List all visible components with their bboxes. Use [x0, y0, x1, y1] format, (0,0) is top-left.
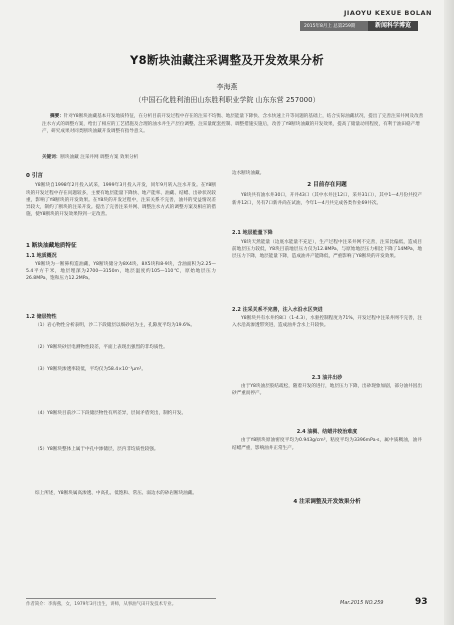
article-title: Y8断块油藏注采调整及开发效果分析 [130, 53, 324, 67]
page-number: 93 [415, 597, 428, 607]
left-column [26, 170, 216, 512]
abstract-label: 摘要： [50, 114, 64, 119]
section23-heading: 2.3 油井出砂 [311, 374, 343, 381]
abstract [42, 113, 424, 151]
section23-paragraph: 由于Y8块油层胶结疏松，随着开发的进行，地层压力下降，出砂现象加剧，部分油井因出砂严重而停产。 [232, 384, 422, 397]
section22-heading: 2.2 注采关系不完善，注入水沿水区突进 [232, 306, 323, 313]
continued-text: 边水断块油藏。 [232, 171, 265, 176]
section12-heading: 1.2 储层物性 [26, 313, 57, 320]
section22-paragraph: Y8断块共有水井约8口（1-4.3），水驱控制程度为71%，开发过程中注采井网不完善，注入水沿高渗透带突进，造成油井含水上升较快。 [232, 315, 422, 329]
list-item: （1）岩心物性分析表明，沙二下段储层以细砂岩为主，孔隙度平均为19.6%。 [35, 323, 195, 329]
section2-paragraph: Y8块共有油水井30口，开井43口（其中水井注12口，采井31口），其中1—4月份共投产新井12口，另有7口新井尚在试油，今年1—4月共完成各类作业69井次。 [232, 193, 422, 206]
footnote-divider [26, 598, 216, 599]
keywords-text: 断块油藏 注采井网 调整方案 效果分析 [60, 155, 139, 160]
intro-paragraph: Y8断块自1998年2月投入试采，1999年3月投入开发，同年9月转入注水开发。在Y8断块的开发过程中存在问题较多，主要有地层能量下降快、地产能率、油藏、结蜡、出砂状况较重，影响了Y8断块的开发效果。在Y8块的开发过程中，注采关系不完善，油井的受益情况差异较大，制约了断块的注采开发。提出了完善注采井网、调整注水方式的调整方案及相应的措施，使Y8断块的开发效果得到一定改善。 [26, 183, 216, 218]
journal-header-bar [300, 21, 418, 31]
list-item: （5）Y8断块整体上属于中孔中渗储层，层内非均质性较强。 [35, 447, 159, 453]
section4-heading: 4 注采调整及开发效果分析 [293, 499, 361, 506]
section21-paragraph: Y8块天然能量（边底水能量不充足），生产过程中注采井网不完善，注采比偏低，造成目前地层压力较低，Y8块目前地层压力仅为12.8MPa，与原始地层压力相比下降了14MPa，地层压力下降，地层能量下降，造成油井产能降低，严重影响了Y8断块的开发效果。 [232, 239, 422, 260]
list-item: （4）Y8断块目前沙二下段储层物性有所差异，层间矛盾突出，制约开发。 [35, 411, 187, 417]
article-author: 李海燕 [216, 83, 238, 91]
section21-heading: 2.1 地层能量下降 [232, 230, 273, 237]
intro-heading: 0 引言 [26, 173, 44, 179]
section11-heading: 1.1 地质概况 [26, 252, 57, 259]
issue-footer: Mar.2015 NO.259 [340, 600, 384, 606]
author-footnote: 作者简介：李海燕，女，1979年3月出生，讲师，从事油气田开发技术专业。 [26, 602, 177, 607]
summary-paragraph: 综上所述，Y8断块属高渗透、中高孔、低饱和、常压、弱边水的砂岩断块油藏。 [35, 491, 197, 497]
abstract-text: 针对Y8断块油藏基本开发地质特征，在分析目前开发过程中存在的注采不均衡、地层能量下降快、含水快速上升等问题的基础上，结合实际油藏状况，提出了完善注采井网及改善注水方式的调整方案，给出了相应的工艺措施及合理的油水井生产层位调整、注采量配套控制、调整措施实施后，改善了Y8断块油藏的开发效果，提高了储量动用程度，有利于油田稳产增产，研究成果对同类断块油藏开发调整有指导意义。 [42, 114, 424, 135]
section2-heading: 2 目前存在问题 [307, 182, 347, 188]
section24-heading: 2.4 油稠、结蜡井较治难度 [296, 429, 358, 436]
journal-header-title: JIAOYU KEXUE BOLAN [344, 9, 432, 17]
column-name: 新闻科学博览 [368, 21, 418, 31]
list-item: （2）Y8断块砂层电测物性较差，平面上表现出强烈的非均质性。 [35, 345, 168, 351]
author-affiliation: （中国石化胜利油田山东胜利职业学院 山东东营 257000） [134, 96, 320, 104]
issue-label: 2015年8月上 总第259期 [304, 24, 356, 29]
section11-paragraph: Y8断块为一断鼻构造油藏，Y8断块储分为8X4块、8X5块和8-9块，含油面积为2.25—5.4平方千米，地层埋深为2700—3150m，地层温度约105—110℃，原始地层压力26.8MPa，饱和压力12.2MPa。 [26, 261, 216, 282]
right-column [232, 170, 422, 510]
page-edge-shadow [444, 0, 454, 625]
keywords-label: 关键词： [42, 155, 61, 160]
section24-paragraph: 由于Y8断块原油密度平均为0.943g/cm³，粘度平均为3396mPa·s，属中质稠油，油井结蜡严重，影响油井正常生产。 [232, 438, 422, 451]
section1-heading: 1 断块油藏地质特征 [26, 243, 77, 250]
list-item: （3）Y8断块渗透率较低，平均仅为58.4×10⁻³μm²。 [35, 367, 146, 373]
keywords [42, 154, 422, 160]
